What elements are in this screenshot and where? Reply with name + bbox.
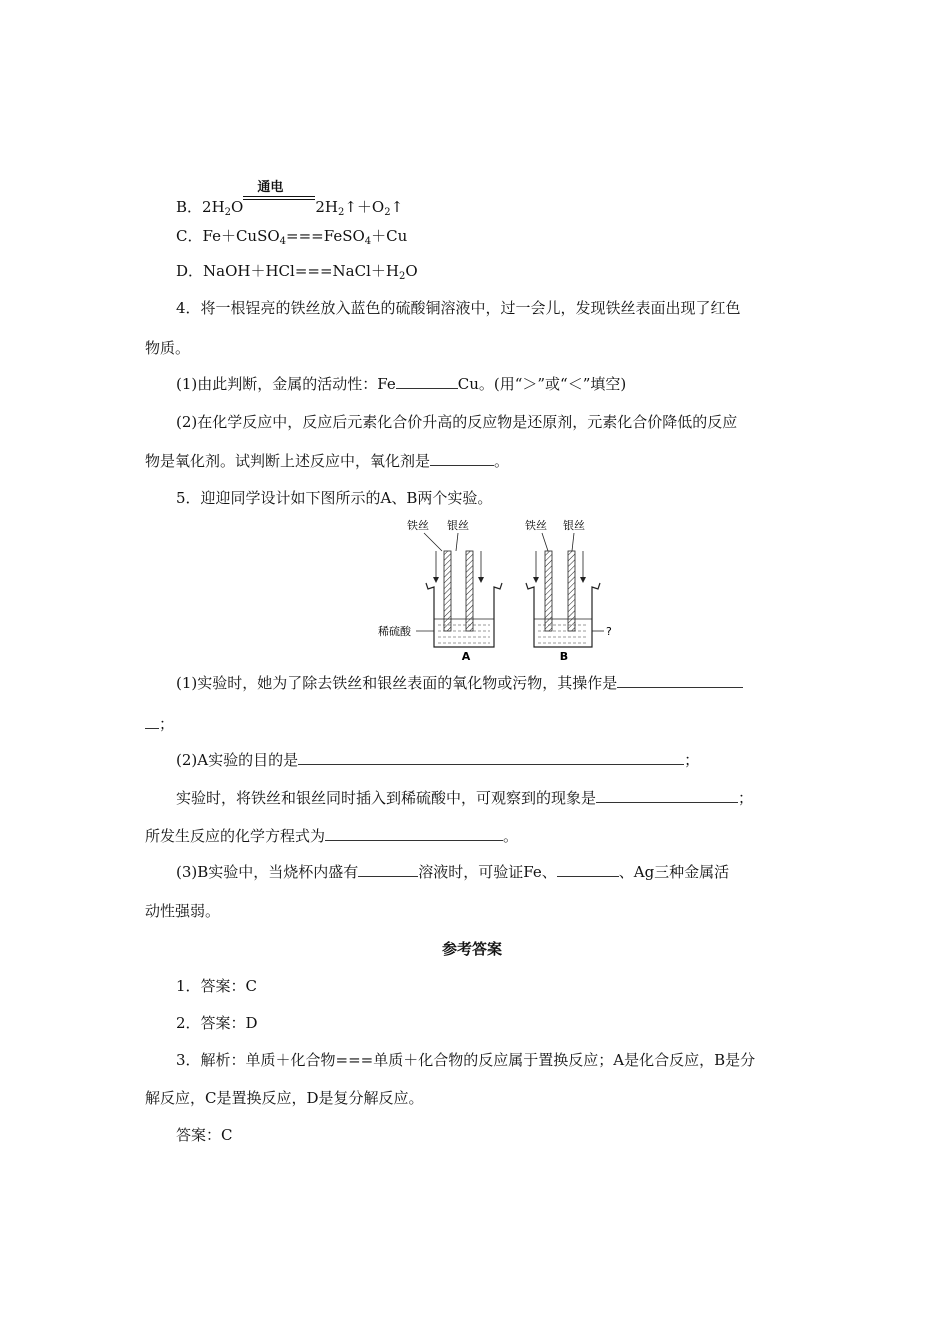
q4-part1: (1)由此判断，金属的活动性：Fe Cu。(用“＞”或“＜”填空): [176, 375, 627, 393]
q5-blank-6[interactable]: [557, 862, 619, 877]
q4-stem-line1: 4．将一根锃亮的铁丝放入蓝色的硫酸铜溶液中，过一会儿，发现铁丝表面出现了红色: [176, 299, 741, 317]
option-d: D．$NaOH+HCl===NaCl+H_2O$: [176, 262, 418, 282]
answer-3-line2: 解反应，C是置换反应，D是复分解反应。: [145, 1089, 424, 1107]
q4-stem-line2: 物质。: [145, 339, 191, 357]
answer-3-final: 答案：C: [176, 1126, 233, 1144]
fig-a-iron-label: 铁丝: [407, 519, 429, 532]
q5-blank-1[interactable]: [617, 673, 743, 688]
q5-blank-4[interactable]: [325, 826, 503, 841]
fig-label-a: A: [461, 650, 471, 663]
fig-b-silver-label: 银丝: [563, 519, 585, 532]
q5-blank-3[interactable]: [596, 788, 738, 803]
q4-part2-line1: (2)在化学反应中，反应后元素化合价升高的反应物是还原剂，元素化合价降低的反应: [176, 413, 738, 431]
q5-blank-1-cont[interactable]: [145, 714, 159, 729]
answer-3-line1: 3．解析：单质＋化合物===单质＋化合物的反应属于置换反应；A是化合反应，B是分: [176, 1051, 756, 1069]
fig-unknown-label: ?: [606, 625, 612, 638]
q4-part2-line2: 物是氧化剂。试判断上述反应中，氧化剂是 。: [145, 452, 510, 470]
q5-part2: (2)A实验的目的是 ；: [176, 751, 700, 769]
fig-acid-label: 稀硫酸: [378, 625, 411, 638]
fig-label-b: B: [559, 650, 569, 663]
q5-part1-end: ；: [145, 714, 174, 734]
answer-1: 1．答案：C: [176, 977, 258, 995]
q5-part1: (1)实验时，她为了除去铁丝和银丝表面的氧化物或污物，其操作是: [176, 673, 743, 693]
electrolysis-condition: 通电: [243, 192, 315, 212]
beaker-a: [378, 518, 502, 663]
q5-blank-2[interactable]: [298, 750, 684, 765]
answers-title: 参考答案: [442, 940, 503, 958]
q5-part2-equation: 所发生反应的化学方程式为 。: [145, 827, 519, 845]
q5-part3: (3)B实验中，当烧杯内盛有 溶液时，可验证Fe、 、Ag三种金属活: [176, 863, 730, 881]
option-b: B．$2H_2O$ 通电 $2H_2↑+O_2↑$: [176, 180, 404, 218]
option-c: C．Fe＋CuSO$_4$===FeSO$_4$＋Cu: [176, 227, 408, 247]
q5-part3-line2: 动性强弱。: [145, 902, 221, 920]
fig-b-iron-label: 铁丝: [525, 519, 547, 532]
experiment-figure: [378, 513, 628, 663]
beaker-b: [525, 518, 612, 663]
q5-blank-5[interactable]: [358, 862, 418, 877]
q4-blank-1[interactable]: [396, 374, 458, 389]
q4-blank-2[interactable]: [430, 451, 494, 466]
q5-stem: 5．迎迎同学设计如下图所示的A、B两个实验。: [176, 489, 493, 507]
fig-a-silver-label: 银丝: [447, 519, 469, 532]
q5-part2-observation: 实验时，将铁丝和银丝同时插入到稀硫酸中，可观察到的现象是 ；: [176, 789, 754, 807]
answer-2: 2．答案：D: [176, 1014, 258, 1032]
